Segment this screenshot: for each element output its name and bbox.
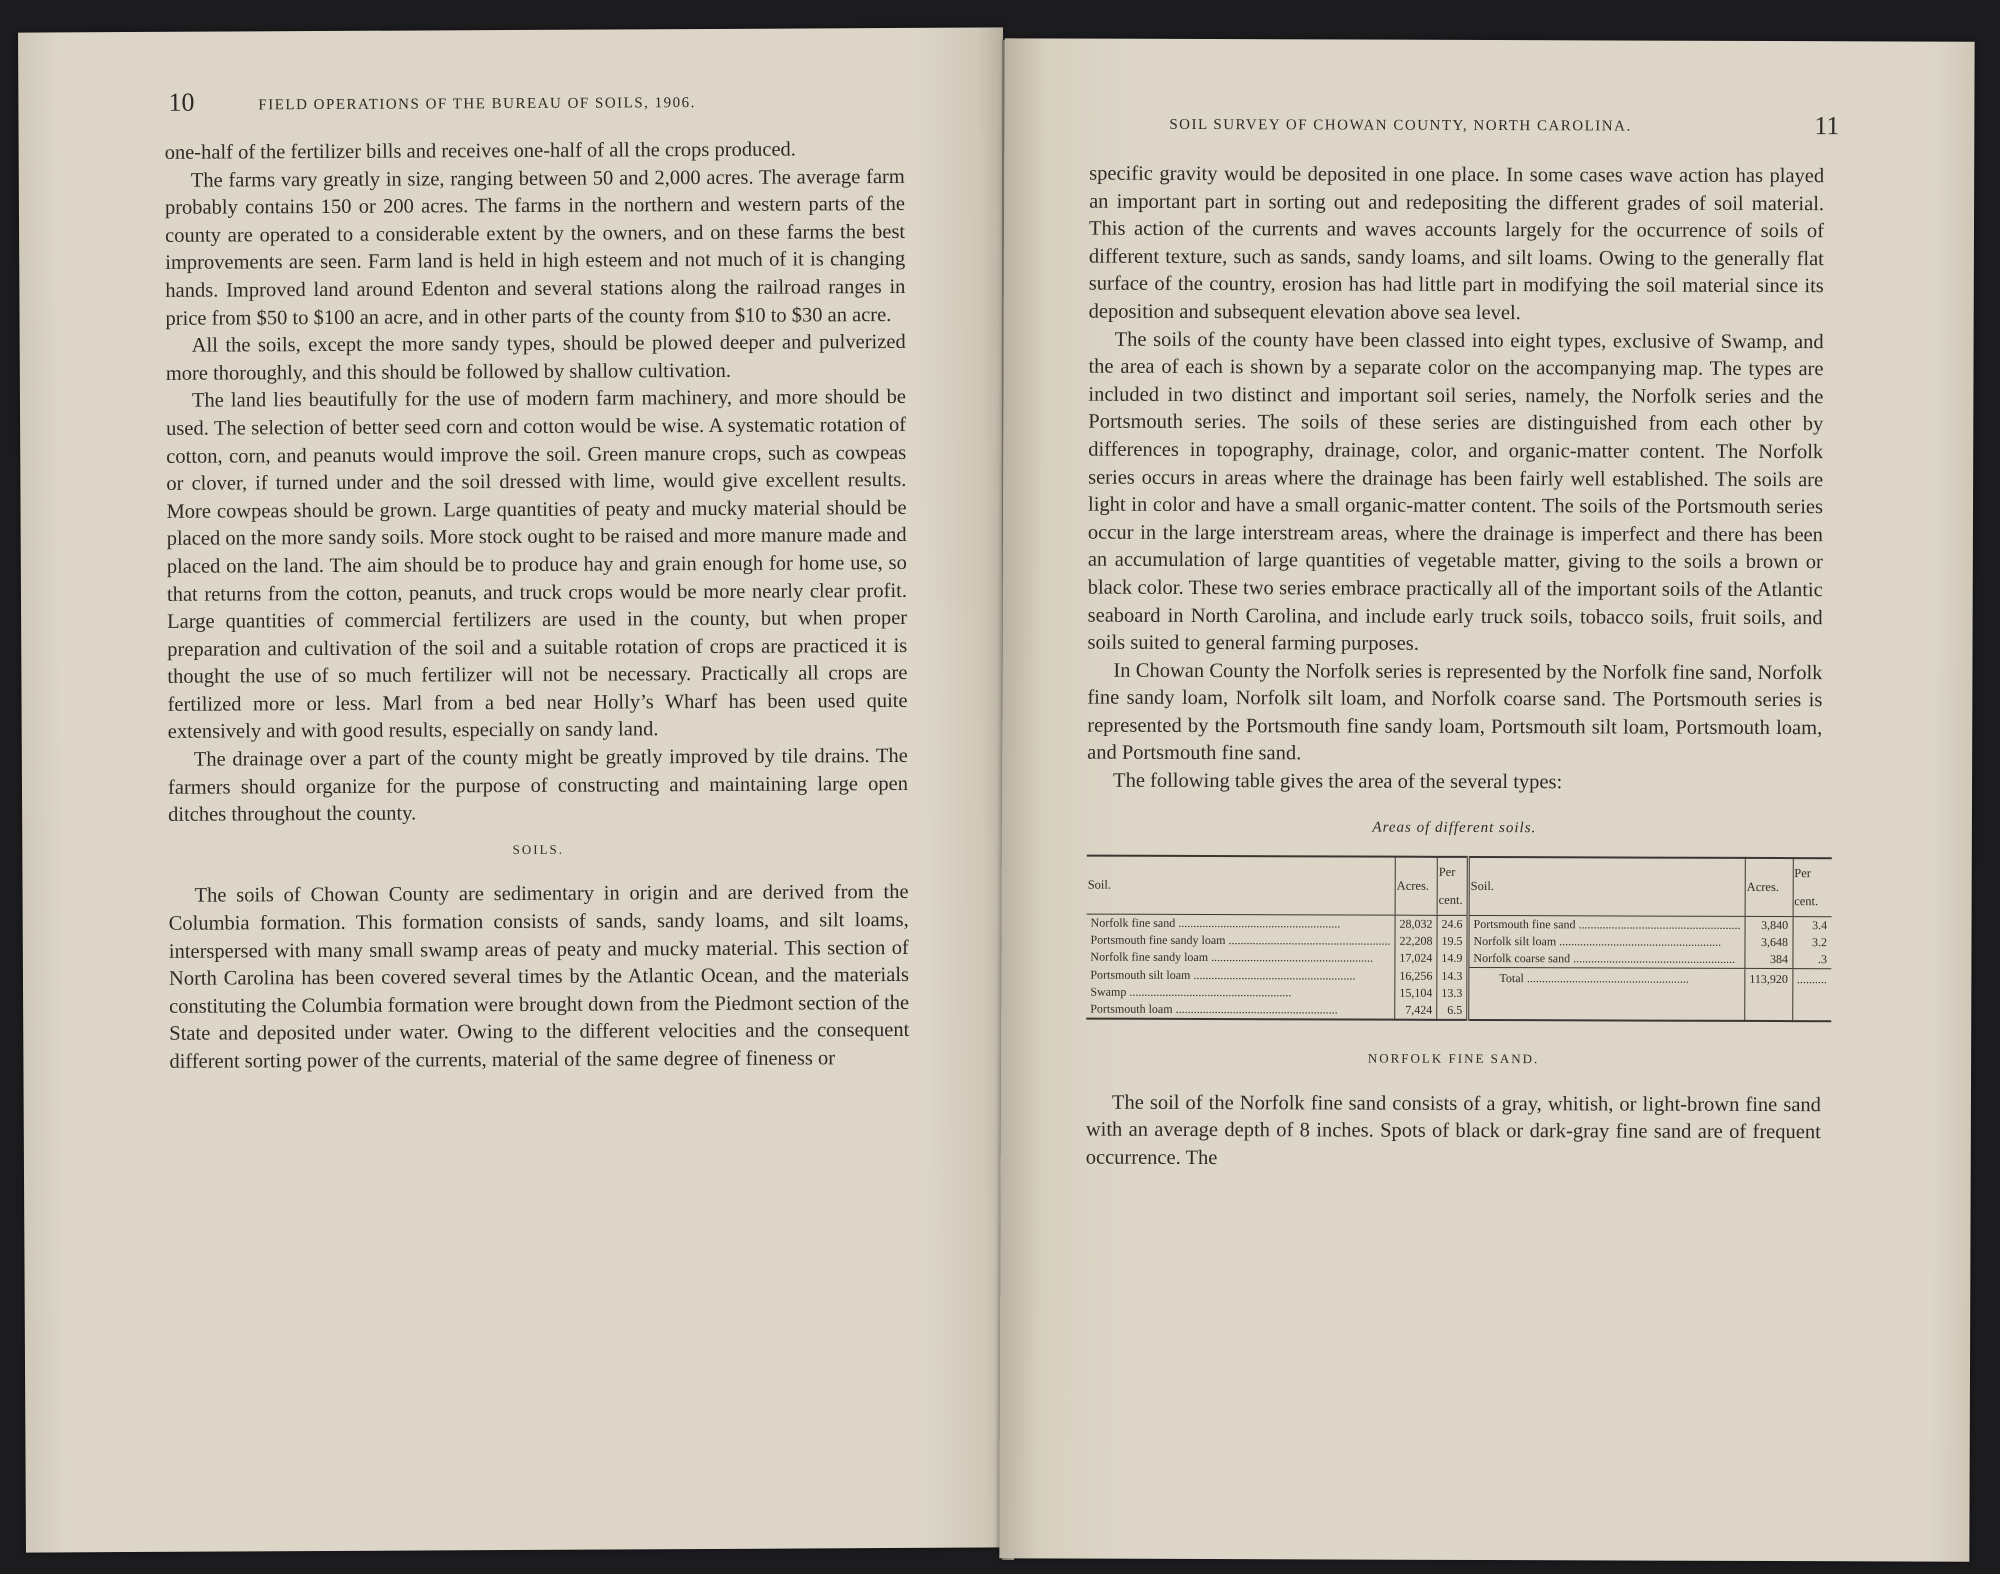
paragraph: The drainage over a part of the county might be greatly improved by tile drains. The farmers should organize for the purpose of constructing and maintaining large open ditches throughout the county.: [167, 745, 909, 827]
column-header: Per cent.: [1793, 858, 1832, 917]
running-head: SOIL SURVEY OF CHOWAN COUNTY, NORTH CAROLINA.: [1169, 116, 1632, 135]
paragraph: The soil of the Norfolk fine sand consists of a gray, whitish, or light-brown fine sand with an average depth of 8 inches. Spots of black or dark-gray fine sand are of frequent occurrence. The: [1085, 1091, 1821, 1169]
soil-name: Norfolk fine sandy loam .....: [1090, 949, 1390, 967]
paragraph: The farms vary greatly in size, ranging between 50 and 2,000 acres. The average farm probably contains 150 or 200 acres. The farms in the northern and western parts of the county are operated to a considerable extent by the owners, and on these farms the best improvements are seen. Farm land is held in high esteem and not much of it is changing hands. Improved land around Edenton and several stations along the railroad ranges in price from $50 to $100 an acre, and in other parts of the county from $10 to $30 an acre.: [164, 165, 906, 330]
section-heading: NORFOLK FINE SAND.: [1367, 1050, 1540, 1067]
left-text-column: [165, 136, 910, 1076]
acres-value: 3,648: [1745, 934, 1793, 951]
column-header: Soil.: [1087, 856, 1396, 916]
acres-value: 28,032: [1395, 916, 1437, 934]
total-acres: 113,920: [1745, 969, 1793, 1003]
percent-value: 19.5: [1437, 933, 1468, 950]
total-percent: ..........: [1792, 969, 1831, 1003]
column-header: Acres.: [1745, 858, 1793, 917]
percent-value: 24.6: [1437, 916, 1468, 934]
paragraph: The soils of Chowan County are sedimentary in origin and are derived from the Columbia formation. This formation consists of sands, sandy loams, and silt loams, interspersed with many small swamp areas of peaty and mucky material. This section of North Carolina has been covered several times by the Atlantic Ocean, and the materials constituting the Columbia formation were brought down from the Piedmont section of the State and deposited under water. Owing to the different velocities and the consequent different sorting power of the currents, material of the same degree of fineness or: [168, 881, 910, 1073]
paragraph: The soils of the county have been classed into eight types, exclusive of Swamp, and the area of each is shown by a separate color on the accompanying map. The types are included in two distinct and important soil series, namely, the Norfolk series and the Portsmouth series. The soils of these series are distinguished from each other by differences in topography, drainage, color, and organic-matter content. The Norfolk series occurs in areas where the drainage has been fairly well established. The soils are light in color and have a small organic-matter content. The soils of the Portsmouth series occur in the large interstream areas, where the drainage is imperfect and there has been an accumulation of large quantities of vegetable matter, giving to the soils a brown or black color. These two series embrace practically all of the important soils of the Atlantic seaboard in North Carolina, and include early truck soils, tobacco soils, fruit soils, and soils suited to general farming purposes.: [1087, 328, 1824, 655]
right-text-column: [1085, 161, 1828, 1175]
total-label: Total .....: [1499, 970, 1740, 988]
percent-value: 6.5: [1437, 1002, 1468, 1020]
acres-value: 22,208: [1395, 933, 1437, 950]
column-header: Acres.: [1395, 857, 1437, 916]
acres-value: 17,024: [1395, 950, 1437, 968]
soil-name: Portsmouth loam .....: [1090, 1001, 1390, 1019]
percent-value: 3.4: [1793, 917, 1832, 935]
book-spread: [22, 30, 1980, 1560]
table-header-row: [1087, 856, 1832, 917]
acres-value: 384: [1745, 951, 1793, 969]
page-number: 10: [168, 87, 195, 117]
acres-value: 16,256: [1395, 968, 1437, 985]
soil-name: Portsmouth fine sandy loam .....: [1090, 932, 1390, 950]
soil-name: Norfolk coarse sand .....: [1473, 950, 1740, 968]
page-number: 11: [1814, 111, 1840, 141]
left-page: [18, 27, 1011, 1552]
soil-name: Portsmouth silt loam .....: [1090, 967, 1390, 985]
acres-value: 7,424: [1395, 1002, 1437, 1020]
percent-value: 3.2: [1793, 935, 1832, 952]
soil-name: Norfolk silt loam .....: [1473, 933, 1740, 951]
right-page: [999, 38, 1974, 1561]
running-head: FIELD OPERATIONS OF THE BUREAU OF SOILS, 1906.: [258, 95, 696, 114]
soil-name: Norfolk fine sand .....: [1091, 915, 1391, 933]
soil-name: Portsmouth fine sand .....: [1474, 916, 1741, 934]
paragraph: specific gravity would be deposited in one place. In some cases wave action has played an important part in sorting out and redepositing the different grades of soil material. This action of the currents and waves accounts largely for the occurrence of soils of different texture, such as sands, sandy loams, and silt loams. Owing to the generally flat surface of the country, erosion has had little part in modifying the soil material since its deposition and subsequent elevation above sea level.: [1088, 162, 1825, 325]
paragraph: In Chowan County the Norfolk series is represented by the Norfolk fine sand, Norfolk fine sandy loam, Norfolk silt loam, and Norfolk coarse sand. The Portsmouth series is represented by the Portsmouth fine sandy loam, Portsmouth silt loam, Portsmouth loam, and Portsmouth fine sand.: [1087, 659, 1823, 765]
section-heading: SOILS.: [512, 841, 565, 857]
paragraph: The following table gives the area of the several types:: [1113, 769, 1563, 794]
acres-value: 3,840: [1745, 917, 1793, 935]
paragraph: All the soils, except the more sandy types, should be plowed deeper and pulverized more thoroughly, and this should be followed by shallow cultivation.: [165, 331, 906, 385]
percent-value: .3: [1792, 952, 1831, 970]
acres-value: 15,104: [1395, 985, 1437, 1002]
column-header: Per cent.: [1437, 857, 1468, 916]
soils-table: [1086, 855, 1831, 1022]
table-caption: Areas of different soils.: [1372, 819, 1537, 836]
paragraph: one-half of the fertilizer bills and receives one-half of all the crops produced.: [164, 138, 796, 164]
soil-name: Swamp .....: [1090, 984, 1390, 1002]
paragraph: The land lies beautifully for the use of modern farm machinery, and more should be used. The selection of better seed corn and cotton would be wise. A systematic rotation of cotton, corn, and peanuts would improve the soil. Green manure crops, such as cowpeas or clover, if turned under and the soil dressed with lime, would give excellent results. More cowpeas should be grown. Large quantities of peaty and mucky material should be placed on the more sandy soils. More stock ought to be raised and more manure made and placed on the land. The aim should be to produce hay and grain enough for home use, so that returns from the cotton, peanuts, and truck crops would be more nearly clear profit. Large quantities of commercial fertilizers are used in the county, but when proper preparation and cultivation of the soil and a suitable rotation of crops are practiced it is thought the use of so much fertilizer will not be necessary. Practically all crops are fertilized more or less. Marl from a bed near Holly’s Wharf has been used quite extensively and with good results, especially on sandy land.: [166, 386, 908, 744]
percent-value: 13.3: [1437, 985, 1468, 1002]
column-header: Soil.: [1468, 857, 1745, 917]
table-row: [1086, 1001, 1831, 1022]
percent-value: 14.9: [1437, 950, 1468, 968]
percent-value: 14.3: [1437, 968, 1468, 985]
